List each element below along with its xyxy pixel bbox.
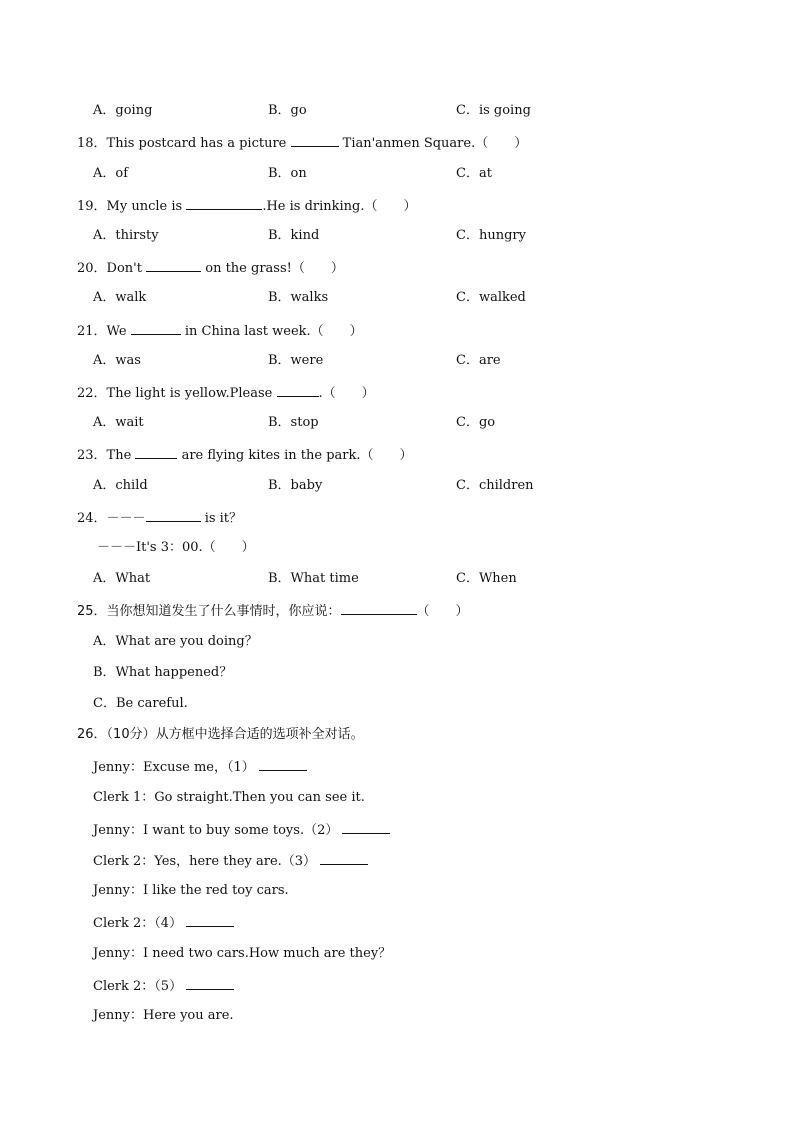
- q22-text-post: .（ ）: [318, 386, 375, 401]
- q22-text-pre: 22．The light is yellow.Please: [77, 386, 273, 401]
- q20-option-c: C．walked: [456, 290, 526, 305]
- q20-text-post: on the grass!（ ）: [205, 261, 344, 276]
- q19-text-post: .He is drinking.（ ）: [262, 199, 417, 214]
- dialogue-text: Jenny：I need two cars.How much are they？: [93, 946, 392, 961]
- q22-option-a: A．wait: [93, 415, 144, 430]
- q20-blank: [146, 259, 201, 272]
- dialogue-text: Clerk 2：（5）: [93, 979, 183, 994]
- q19-option-c: C．hungry: [456, 228, 526, 243]
- q17-option-c: C．is going: [456, 103, 531, 118]
- q20-option-b: B．walks: [268, 290, 329, 305]
- q21-stem: [77, 322, 363, 340]
- dialogue-line-3: [93, 821, 390, 839]
- q26-title: 26．（10分）从方框中选择合适的选项补全对话。: [77, 727, 364, 742]
- q25-text-post: （ ）: [416, 604, 469, 619]
- q23-text-post: are flying kites in the park.（ ）: [181, 448, 413, 463]
- q17-option-b: B．go: [268, 103, 307, 118]
- q22-blank: [277, 384, 319, 397]
- q23-option-a: A．child: [93, 478, 148, 493]
- dialogue-blank-1: [259, 758, 307, 771]
- q19-blank: [186, 197, 262, 210]
- q20-stem: [77, 259, 344, 277]
- q18-blank: [291, 134, 339, 147]
- dialogue-text: Jenny：I like the red toy cars.: [93, 883, 289, 898]
- q24-text-post: is it？: [204, 511, 243, 526]
- q21-option-a: A．was: [93, 353, 141, 368]
- q22-option-b: B．stop: [268, 415, 319, 430]
- q20-option-a: A．walk: [93, 290, 147, 305]
- q22-option-c: C．go: [456, 415, 496, 430]
- q21-option-c: C．are: [456, 353, 501, 368]
- q19-text-pre: 19．My uncle is: [77, 199, 183, 214]
- dialogue-blank-2: [342, 821, 390, 834]
- q19-stem: [77, 197, 417, 215]
- dialogue-text: Clerk 2：（4）: [93, 916, 183, 931]
- q23-option-b: B．baby: [268, 478, 323, 493]
- q19-option-b: B．kind: [268, 228, 320, 243]
- q24-option-c: C．When: [456, 571, 517, 586]
- dialogue-text: Jenny：Excuse me，（1）: [93, 760, 255, 775]
- dialogue-line-6: [93, 914, 234, 932]
- q17-option-a: A．going: [93, 103, 153, 118]
- q23-option-c: C．children: [456, 478, 534, 493]
- q25-option-a: A．What are you doing？: [93, 634, 258, 649]
- q21-option-b: B．were: [268, 353, 324, 368]
- dialogue-line-5: [93, 883, 289, 899]
- q23-stem: [77, 446, 413, 464]
- q18-text-post: Tian'anmen Square.（ ）: [342, 136, 528, 151]
- q24-blank: [146, 509, 201, 522]
- q21-text-pre: 21．We: [77, 324, 127, 339]
- dialogue-text: Clerk 2：Yes，here they are.（3）: [93, 854, 317, 869]
- q25-option-c: C．Be careful.: [93, 696, 188, 711]
- q18-option-c: C．at: [456, 166, 492, 181]
- q19-option-a: A．thirsty: [93, 228, 159, 243]
- q22-stem: [77, 384, 375, 402]
- q24-text-pre: 24．－－－: [77, 511, 146, 526]
- dialogue-blank-5: [186, 977, 234, 990]
- q24-answer-line: －－－It's 3：00.（ ）: [97, 540, 255, 555]
- dialogue-line-1: [93, 758, 307, 776]
- dialogue-text: Jenny：Here you are.: [93, 1008, 234, 1023]
- q21-blank: [131, 322, 181, 335]
- dialogue-line-2: [93, 790, 365, 806]
- q21-text-post: in China last week.（ ）: [184, 324, 363, 339]
- dialogue-line-4: [93, 852, 368, 870]
- q24-option-a: A．What: [93, 571, 151, 586]
- dialogue-blank-4: [186, 914, 234, 927]
- q25-blank: [341, 602, 417, 615]
- q23-text-pre: 23．The: [77, 448, 132, 463]
- q18-stem: [77, 134, 527, 152]
- q25-text-pre: 25．当你想知道发生了什么事情时，你应说：: [77, 604, 341, 619]
- q18-option-a: A．of: [93, 166, 129, 181]
- q24-stem: [77, 509, 242, 527]
- dialogue-line-7: [93, 946, 391, 962]
- dialogue-text: Jenny：I want to buy some toys.（2）: [93, 823, 339, 838]
- dialogue-line-9: [93, 1008, 234, 1024]
- dialogue-text: Clerk 1：Go straight.Then you can see it.: [93, 790, 365, 805]
- q18-option-b: B．on: [268, 166, 307, 181]
- q25-option-b: B．What happened？: [93, 665, 233, 680]
- q25-stem: [77, 602, 469, 620]
- q24-option-b: B．What time: [268, 571, 359, 586]
- q20-text-pre: 20．Don't: [77, 261, 142, 276]
- q23-blank: [135, 446, 177, 459]
- dialogue-blank-3: [320, 852, 368, 865]
- q18-text-pre: 18．This postcard has a picture: [77, 136, 287, 151]
- dialogue-line-8: [93, 977, 234, 995]
